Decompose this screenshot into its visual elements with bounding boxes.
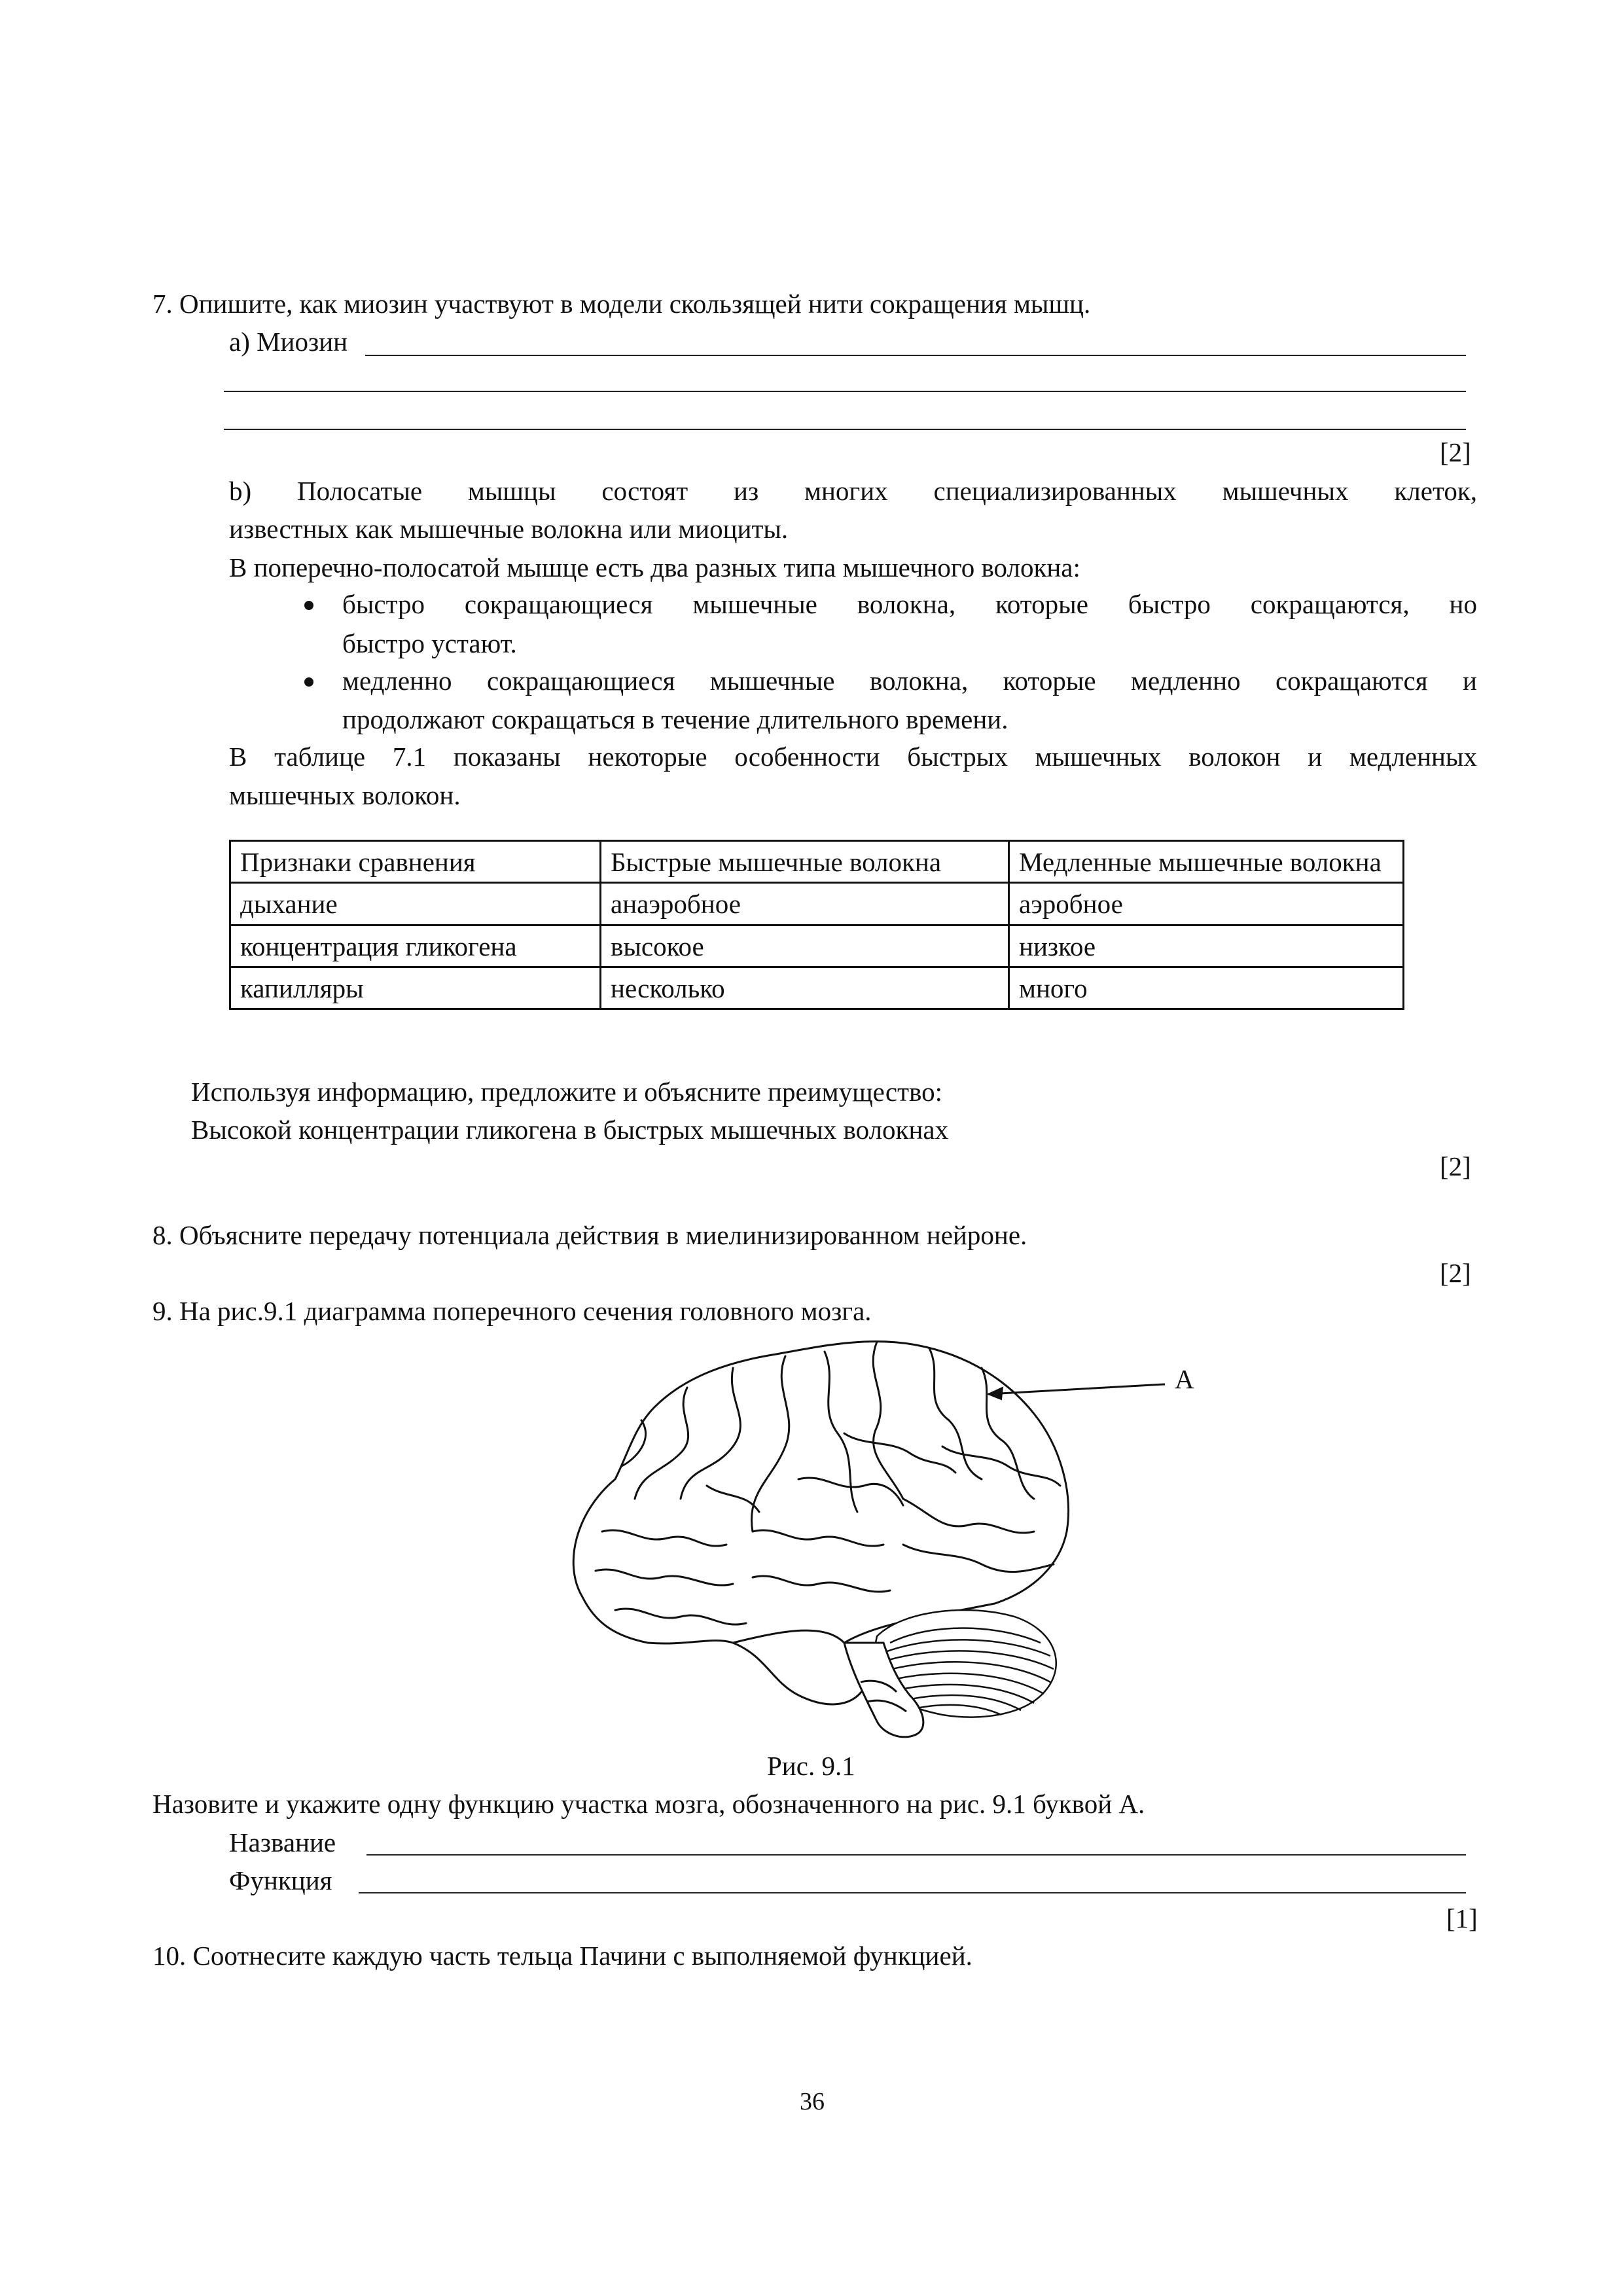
brain-fold	[844, 1433, 955, 1473]
table-header-cell: Медленные мышечные волокна	[1009, 841, 1404, 883]
q7-bullet-2-line1: медленно сокращающиеся мышечные волокна, которые медленно сокращаются и	[342, 666, 1477, 696]
brain-fold	[596, 1570, 733, 1585]
table-cell: капилляры	[230, 967, 601, 1009]
q9-name-label: Название	[229, 1827, 336, 1857]
brain-fold	[903, 1545, 1054, 1572]
bullet-icon	[304, 601, 313, 610]
table-cell: много	[1009, 967, 1404, 1009]
table-row	[230, 967, 1404, 1009]
q9-marks: [1]	[1446, 1903, 1478, 1933]
q7-bullet-1-line1: быстро сокращающиеся мышечные волокна, которые быстро сокращаются, но	[342, 589, 1477, 619]
q7-part-b-line1: b) Полосатые мышцы состоят из многих специализированных мышечных клеток,	[229, 476, 1477, 506]
q7-answer-line-2[interactable]	[224, 391, 1466, 392]
q7-part-b-line2: известных как мышечные волокна или миоциты.	[229, 514, 789, 544]
q7-question: 7. Опишите, как миозин участвуют в модели скользящей нити сокращения мышц.	[152, 289, 1091, 319]
brain-fold	[873, 1342, 903, 1499]
q7-task-marks: [2]	[1440, 1151, 1471, 1181]
q8-marks: [2]	[1440, 1258, 1471, 1288]
q7-answer-line-1[interactable]	[365, 355, 1466, 356]
pointer-arrow-line	[988, 1384, 1165, 1394]
figure-label-a: A	[1175, 1364, 1194, 1394]
arrow-head-icon	[988, 1388, 1003, 1399]
brain-diagram	[537, 1316, 1257, 1748]
table-cell: аэробное	[1009, 883, 1404, 925]
table-header-row	[230, 841, 1404, 883]
q9-function-answer-line[interactable]	[359, 1892, 1466, 1893]
brain-fold	[681, 1368, 740, 1499]
bullet-icon	[304, 677, 313, 687]
table-cell: дыхание	[230, 883, 601, 925]
q7-answer-line-3[interactable]	[224, 429, 1466, 430]
table-header-cell: Быстрые мышечные волокна	[601, 841, 1009, 883]
brain-fold	[903, 1499, 1034, 1533]
q7-part-a-label: а) Миозин	[229, 327, 348, 357]
brain-fold	[753, 1576, 890, 1592]
q7-bullet-1-line2: быстро устают.	[342, 628, 517, 658]
brain-fold	[929, 1348, 982, 1479]
table-cell: несколько	[601, 967, 1009, 1009]
q7-table-intro-line2: мышечных волокон.	[229, 780, 461, 810]
table-row	[230, 925, 1404, 967]
q7-part-a-marks: [2]	[1440, 437, 1471, 467]
brain-fold	[753, 1530, 883, 1546]
q7-task-line2: Высокой концентрации гликогена в быстрых мышечных волокнах	[191, 1115, 949, 1145]
table-header-cell: Признаки сравнения	[230, 841, 601, 883]
table-cell: высокое	[601, 925, 1009, 967]
q9-question: 9. На рис.9.1 диаграмма поперечного сечения головного мозга.	[152, 1296, 872, 1326]
table-cell: низкое	[1009, 925, 1404, 967]
table-row	[230, 883, 1404, 925]
temporal-lobe-edge	[733, 1630, 844, 1643]
figure-caption: Рис. 9.1	[767, 1751, 855, 1781]
q9-task: Назовите и укажите одну функцию участка мозга, обозначенного на рис. 9.1 буквой A.	[152, 1789, 1145, 1819]
q7-bullet-2-line2: продолжают сокращаться в течение длительного времени.	[342, 704, 1008, 734]
brain-fold	[751, 1356, 789, 1532]
q10-question: 10. Соотнесите каждую часть тельца Пачини с выполняемой функцией.	[152, 1941, 972, 1971]
q9-name-answer-line[interactable]	[366, 1854, 1466, 1856]
comparison-table	[229, 840, 1404, 1010]
q7-task-line1: Используя информацию, предложите и объясните преимущество:	[191, 1077, 942, 1107]
q8-question: 8. Объясните передачу потенциала действия в миелинизированном нейроне.	[152, 1220, 1027, 1250]
brain-fold	[942, 1446, 1060, 1486]
q7-table-intro-line1: В таблице 7.1 показаны некоторые особенности быстрых мышечных волокон и медленных	[229, 742, 1477, 772]
brain-fold	[707, 1486, 759, 1512]
page-number: 36	[800, 2088, 825, 2115]
brain-fold	[602, 1530, 726, 1546]
table-cell: анаэробное	[601, 883, 1009, 925]
q9-function-label: Функция	[229, 1865, 332, 1895]
table-cell: концентрация гликогена	[230, 925, 601, 967]
brain-fold	[615, 1609, 746, 1624]
q7-part-b-line3: В поперечно-полосатой мышце есть два разных типа мышечного волокна:	[229, 552, 1080, 583]
